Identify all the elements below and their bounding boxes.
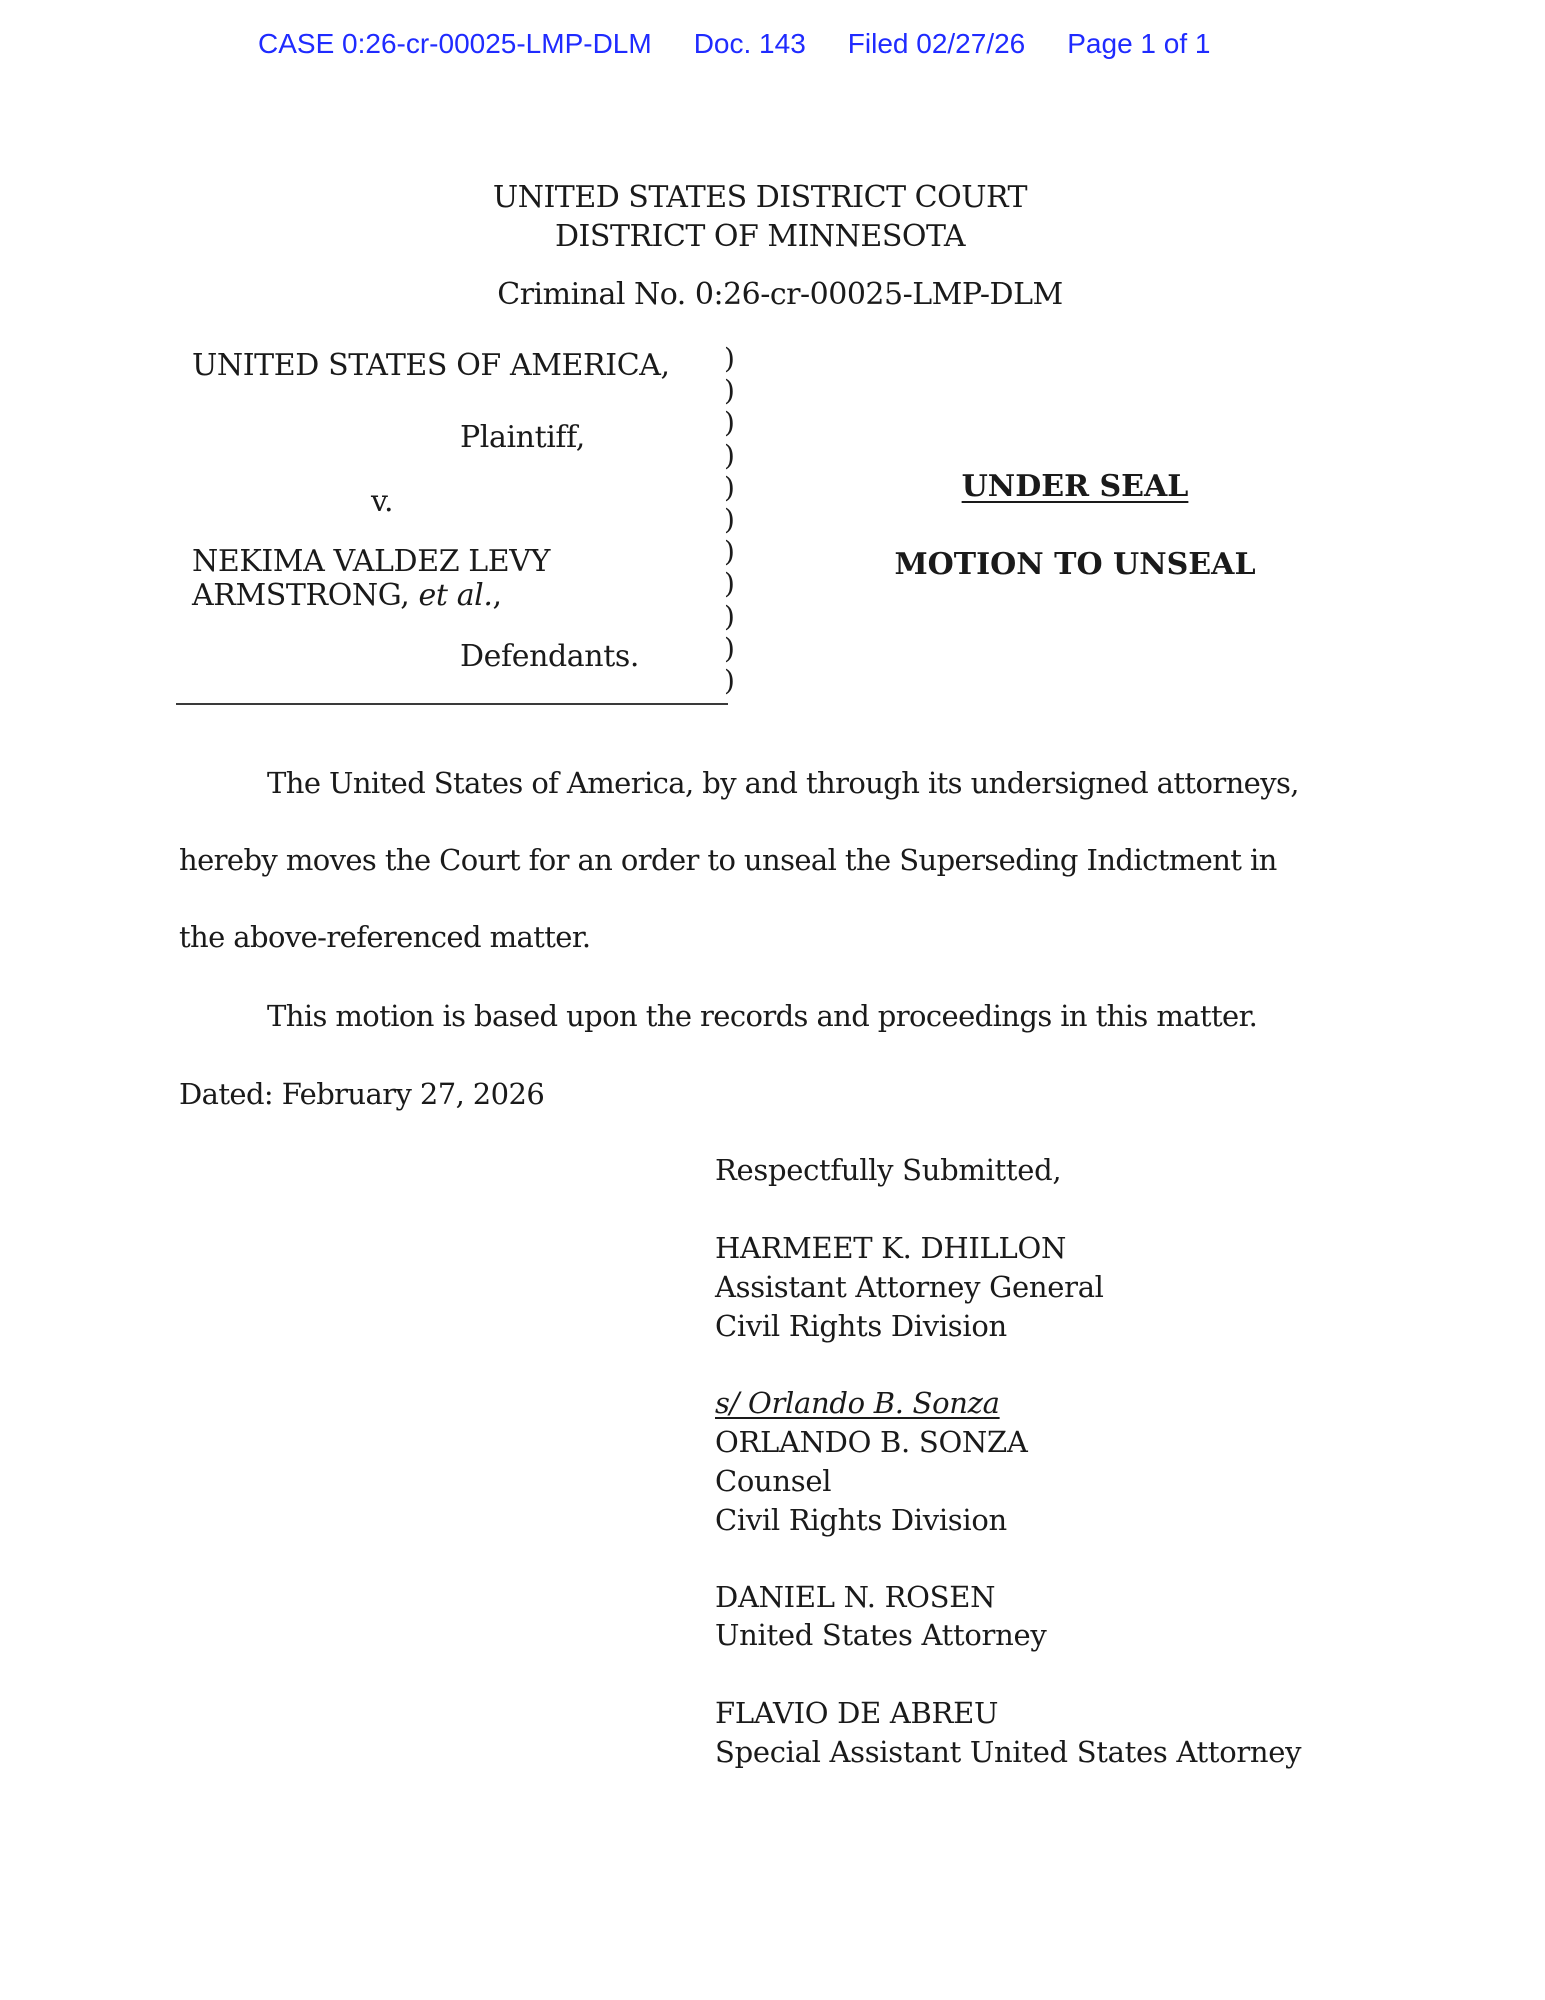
et-al: et al.	[418, 578, 493, 613]
plaintiff-role: Plaintiff,	[460, 420, 585, 455]
signer-title: Special Assistant United States Attorney	[715, 1735, 1302, 1769]
criminal-number: Criminal No. 0:26-cr-00025-LMP-DLM	[497, 277, 1063, 312]
plaintiff-name: UNITED STATES OF AMERICA,	[192, 348, 670, 383]
signer-division: Civil Rights Division	[715, 1309, 1007, 1343]
electronic-signature: s/ Orlando B. Sonza	[715, 1386, 1000, 1420]
defendant-name-line1: NEKIMA VALDEZ LEVY	[192, 544, 550, 579]
signer-name: ORLANDO B. SONZA	[715, 1425, 1028, 1459]
para1-line3: the above-referenced matter.	[179, 920, 591, 954]
comma: ,	[492, 578, 502, 613]
versus: v.	[371, 484, 394, 519]
ecf-header	[258, 28, 1210, 60]
defendant-surname: ARMSTRONG,	[192, 578, 419, 613]
signer-division: Civil Rights Division	[715, 1503, 1007, 1537]
signer-name: DANIEL N. ROSEN	[715, 1580, 996, 1614]
filed-date: Filed 02/27/26	[847, 28, 1026, 59]
signer-name: HARMEET K. DHILLON	[715, 1231, 1067, 1265]
dated-line: Dated: February 27, 2026	[179, 1077, 545, 1111]
para1-line2: hereby moves the Court for an order to unseal the Superseding Indictment in	[179, 843, 1277, 877]
para1-line1: The United States of America, by and through its undersigned attorneys,	[267, 766, 1299, 800]
under-seal-text: UNDER SEAL	[961, 469, 1189, 504]
signer-title: Counsel	[715, 1464, 832, 1498]
caption-parentheses: ) ) ) ) ) ) ) ) ) ) )	[724, 342, 735, 698]
defendant-name-line2	[192, 578, 502, 613]
signer-title: United States Attorney	[715, 1618, 1047, 1652]
caption-rule	[176, 703, 728, 705]
signer-name: FLAVIO DE ABREU	[715, 1696, 999, 1730]
case-number: CASE 0:26-cr-00025-LMP-DLM	[258, 28, 652, 59]
page-count: Page 1 of 1	[1067, 28, 1211, 59]
motion-title: MOTION TO UNSEAL	[894, 547, 1256, 582]
under-seal-title	[860, 469, 1290, 504]
signer-title: Assistant Attorney General	[715, 1270, 1104, 1304]
doc-number: Doc. 143	[693, 28, 806, 59]
para2: This motion is based upon the records and proceedings in this matter.	[267, 999, 1258, 1033]
court-name: UNITED STATES DISTRICT COURT	[492, 180, 1028, 215]
court-district: DISTRICT OF MINNESOTA	[555, 219, 965, 254]
closing: Respectfully Submitted,	[715, 1153, 1062, 1187]
defendant-role: Defendants.	[460, 639, 639, 674]
